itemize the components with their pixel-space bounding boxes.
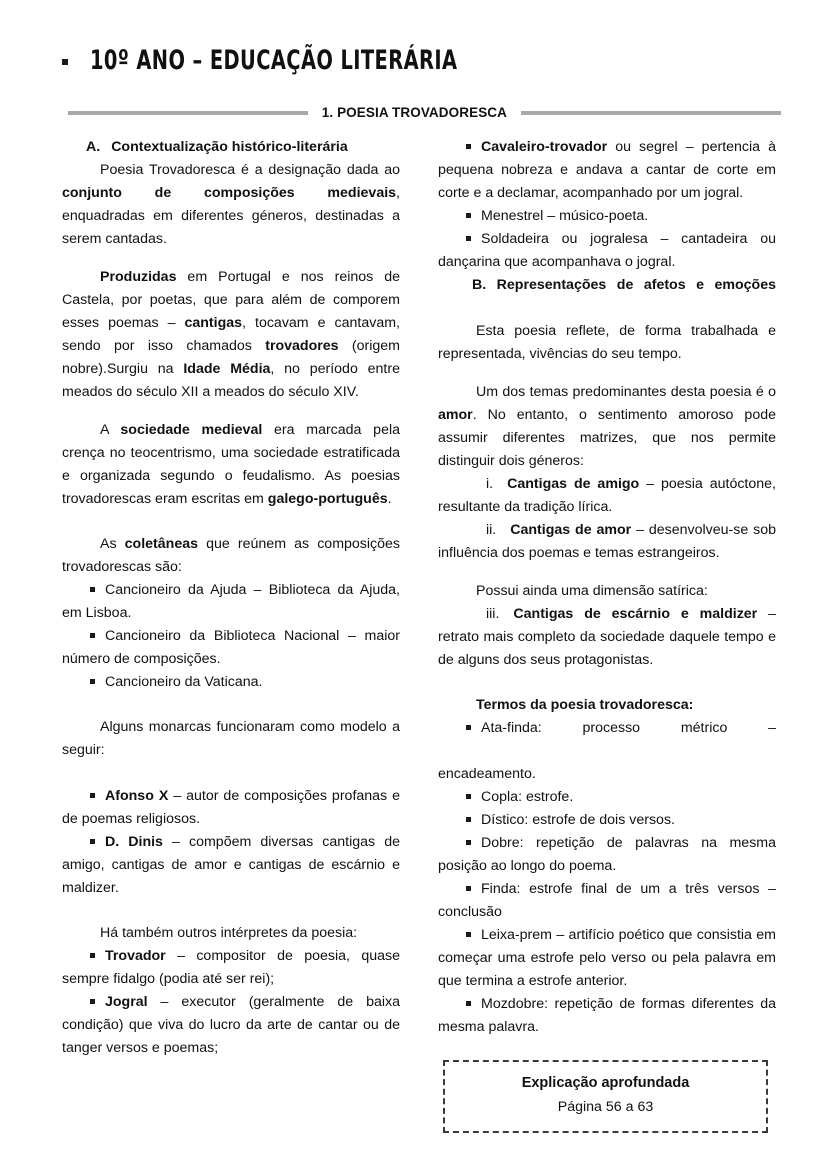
- list-item-text: Cancioneiro da Biblioteca Nacional – maior número de composições.: [62, 628, 400, 667]
- list-item: [62, 785, 400, 831]
- paragraph-reflete: Esta poesia reflete, de forma trabalhada e representada, vivências do seu tempo.: [438, 323, 776, 362]
- square-bullet-icon: [466, 886, 471, 891]
- rule-right: [521, 111, 781, 115]
- list-item-text: – compõem diversas cantigas de amigo, cantigas de amor e cantigas de escárnio e maldizer.: [62, 834, 400, 896]
- paragraph-satirica: Possui ainda uma dimensão satírica:: [476, 583, 708, 599]
- list-item: [438, 136, 776, 205]
- list-item: [438, 603, 776, 672]
- callout-subtitle: Página 56 a 63: [557, 1098, 654, 1115]
- list-item-number: ii.: [486, 522, 497, 538]
- list-item-text: – desenvolveu-se sob influência dos poemas e temas estrangeiros.: [438, 522, 776, 561]
- square-bullet-icon: [466, 932, 471, 937]
- list-item-text: ou segrel – pertencia à pequena nobreza e andava a cantar de corte em corte e a declamar, acompanhado por um jogral.: [438, 139, 776, 201]
- list-item-number: i.: [486, 476, 494, 492]
- heading-b-word: e: [696, 277, 704, 293]
- rule-left: [68, 111, 308, 115]
- text-bold: Produzidas: [100, 269, 177, 285]
- text-run: (origem nobre).Surgiu na: [62, 338, 400, 377]
- list-item-term: Cantigas de amigo: [507, 476, 640, 492]
- square-bullet-icon: [90, 953, 95, 958]
- list-item-text: – autor de composições profanas e de poemas religiosos.: [62, 788, 401, 827]
- paragraph-definicao: [62, 159, 400, 251]
- text-bold: sociedade medieval: [120, 422, 263, 438]
- square-bullet-icon: [466, 794, 471, 799]
- list-item-term: Afonso X: [105, 788, 169, 804]
- left-column: [62, 136, 400, 1133]
- square-bullet-icon: [90, 839, 95, 844]
- square-bullet-icon: [466, 236, 471, 241]
- paragraph-monarcas: Alguns monarcas funcionaram como modelo a seguir:: [62, 719, 400, 758]
- text-run: , tocavam e cantavam, sendo por isso chamados: [62, 315, 400, 354]
- text-run: Poesia Trovadoresca é a designação dada ao: [100, 162, 400, 178]
- text-run: era marcada pela crença no teocentrismo, uma sociedade estratificada e organizada segundo o feudalismo. As poesias trovadorescas eram escritas em: [62, 422, 401, 507]
- text-run: . No entanto, o sentimento amoroso pode assumir diferentes matrizes, que nos permite distinguir dois géneros:: [438, 407, 776, 469]
- heading-b-word: afetos: [643, 277, 686, 293]
- list-item-term: D. Dinis: [105, 834, 163, 850]
- text-run: que reúnem as composições trovadorescas são:: [62, 536, 401, 575]
- paragraph-interpretes: Há também outros intérpretes da poesia:: [100, 925, 358, 941]
- text-run: , enquadradas em diferentes géneros, destinadas a serem cantadas.: [62, 185, 400, 247]
- heading-b: [438, 274, 776, 320]
- square-bullet-icon: [90, 999, 95, 1004]
- list-item-text: Dobre: repetição de palavras na mesma posição ao longo do poema.: [438, 835, 776, 874]
- list-item-term: Trovador: [105, 948, 166, 964]
- list-item: [62, 671, 400, 694]
- heading-b-word: de: [616, 277, 634, 293]
- paragraph-produzidas: [62, 266, 400, 404]
- list-item-text: Finda: estrofe final de um a três versos – conclusão: [438, 881, 776, 920]
- list-item-text: Copla: estrofe.: [481, 789, 574, 805]
- document-title-row: [0, 0, 828, 76]
- list-item-term: Cavaleiro-trovador: [481, 139, 608, 155]
- section-title: 1. POESIA TROVADORESCA: [321, 105, 507, 120]
- text-run: Um dos temas predominantes desta poesia é o: [476, 384, 776, 400]
- explicacao-callout-box: [443, 1060, 768, 1133]
- square-bullet-icon: [466, 213, 471, 218]
- list-item-text: Cancioneiro da Vaticana.: [105, 674, 263, 690]
- square-bullet-icon: [466, 725, 471, 730]
- list-item-continuation: encadeamento.: [438, 766, 536, 782]
- text-run: , no período entre meados do século XII a meados do século XIV.: [62, 361, 400, 400]
- text-bold: conjunto de composições medievais: [62, 185, 397, 201]
- list-item: [62, 831, 400, 900]
- list-item-text: – retrato mais completo da sociedade daquele tempo e de alguns dos seus protagonistas.: [438, 606, 776, 668]
- two-column-body: [0, 136, 828, 1133]
- list-item: [62, 991, 400, 1060]
- paragraph-amor: [438, 381, 776, 473]
- list-item: [438, 228, 776, 274]
- list-item: [62, 579, 400, 625]
- list-item-text: Mozdobre: repetição de formas diferentes da mesma palavra.: [438, 996, 776, 1035]
- text-bold: trovadores: [265, 338, 339, 354]
- list-item-text: Cancioneiro da Ajuda – Biblioteca da Ajuda, em Lisboa.: [62, 582, 400, 621]
- text-bold: galego-português: [267, 491, 388, 507]
- list-item: [438, 786, 776, 809]
- termos-title: [438, 694, 776, 717]
- square-bullet-icon: [90, 679, 95, 684]
- list-item: [438, 205, 776, 228]
- square-bullet-icon: [466, 817, 471, 822]
- paragraph-coletaneas: [62, 533, 400, 579]
- heading-b-word: Representações: [496, 277, 607, 293]
- square-bullet-icon: [90, 587, 95, 592]
- section-heading: [68, 105, 781, 120]
- list-item: [438, 519, 776, 565]
- list-item-term: Cantigas de escárnio e maldizer: [513, 606, 758, 622]
- list-item-text: Dístico: estrofe de dois versos.: [481, 812, 675, 828]
- list-item: [438, 717, 776, 763]
- list-item: [438, 832, 776, 878]
- list-item-text: – poesia autóctone, resultante da tradição lírica.: [438, 476, 776, 515]
- text-bold: amor: [438, 407, 473, 423]
- square-bullet-icon: [466, 1001, 471, 1006]
- list-item: [62, 945, 400, 991]
- square-bullet-icon: [466, 840, 471, 845]
- text-run: A: [100, 422, 121, 438]
- list-item-text: – executor (geralmente de baixa condição) que viva do lucro da arte de cantar ou de tanger versos e poemas;: [62, 994, 400, 1056]
- list-item-text: processo métrico –: [582, 720, 776, 736]
- list-item-term: Cantigas de amor: [510, 522, 632, 538]
- list-item-text: – compositor de poesia, quase sempre fidalgo (podia até ser rei);: [62, 948, 400, 987]
- list-item: [438, 924, 776, 993]
- text-run: As: [100, 536, 125, 552]
- text-bold: coletâneas: [124, 536, 199, 552]
- list-item: [438, 473, 776, 519]
- text-run: .: [387, 491, 392, 507]
- text-bold: Idade Média: [183, 361, 271, 377]
- heading-a: [62, 136, 400, 159]
- termos-title-text: Termos da poesia trovadoresca:: [476, 697, 694, 713]
- list-item: [438, 993, 776, 1039]
- heading-a-label: A.: [86, 139, 101, 155]
- paragraph-sociedade: [62, 419, 400, 511]
- heading-b-label: B.: [472, 277, 487, 293]
- list-item: [438, 809, 776, 832]
- heading-b-word: emoções: [714, 277, 776, 293]
- heading-a-text: Contextualização histórico-literária: [111, 139, 348, 155]
- right-column: [438, 136, 776, 1133]
- text-bold: cantigas: [184, 315, 243, 331]
- list-item: [438, 878, 776, 924]
- list-item-text: Soldadeira ou jogralesa – cantadeira ou dançarina que acompanhava o jogral.: [438, 231, 776, 270]
- callout-title: Explicação aprofundada: [521, 1075, 690, 1091]
- square-bullet-icon: [90, 793, 95, 798]
- list-item-term: Jogral: [105, 994, 148, 1010]
- list-item-text: Menestrel – músico-poeta.: [481, 208, 649, 224]
- list-item-term-label: Ata-finda:: [481, 720, 542, 736]
- page-title: 10º ANO – EDUCAÇÃO LITERÁRIA: [90, 45, 458, 76]
- square-bullet-icon: [90, 633, 95, 638]
- list-item-text: Leixa-prem – artifício poético que consistia em começar uma estrofe pelo verso ou pela palavra em que termina a estrofe anterior.: [438, 927, 776, 989]
- list-item-number: iii.: [486, 606, 500, 622]
- square-bullet-icon: [62, 59, 68, 65]
- list-item: [62, 625, 400, 671]
- text-run: em Portugal e nos reinos de Castela, por poetas, que para além de comporem esses poemas –: [62, 269, 400, 331]
- square-bullet-icon: [466, 144, 471, 149]
